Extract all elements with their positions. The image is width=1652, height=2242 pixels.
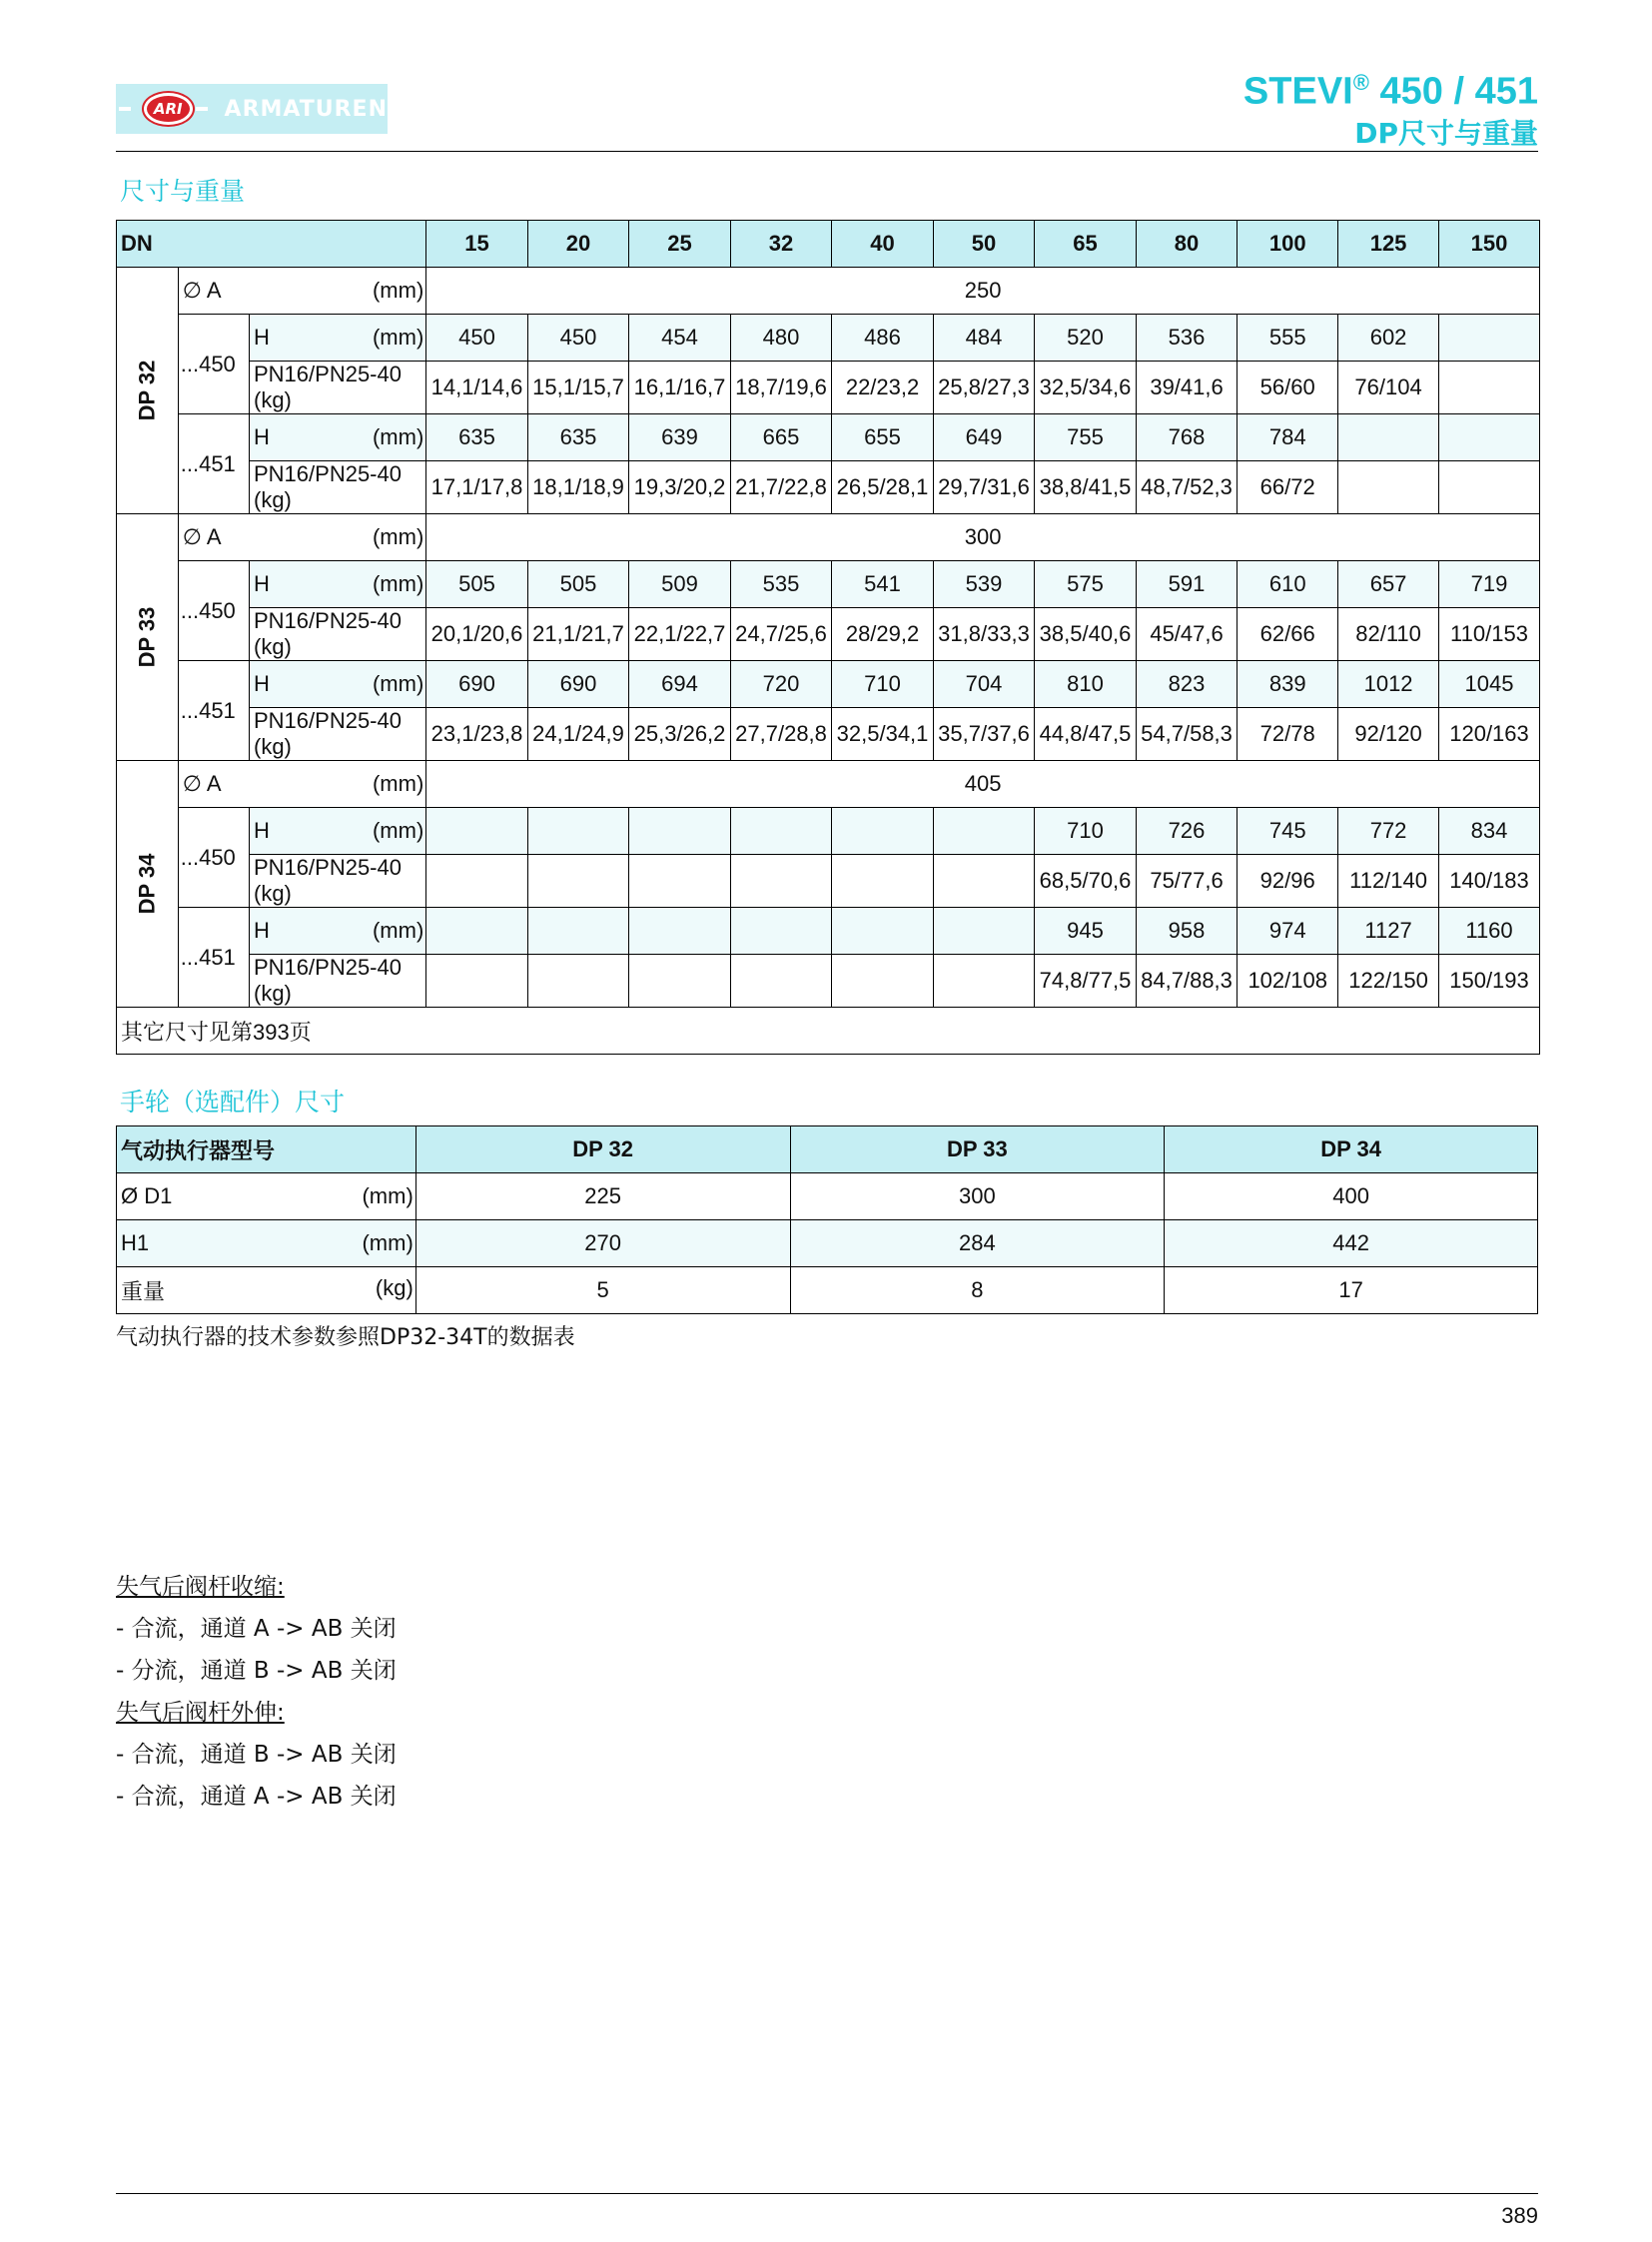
weight-value: 56/60 <box>1238 362 1338 414</box>
h-value: 541 <box>832 561 934 608</box>
h-value: 704 <box>933 661 1035 708</box>
dn-column-header: 50 <box>933 221 1035 268</box>
series-451-label: ...451 <box>178 414 249 514</box>
note-line: - 分流，通道 B -> AB 关闭 <box>116 1658 397 1684</box>
weight-value: 26,5/28,1 <box>832 461 934 514</box>
handwheel-value: 225 <box>415 1173 790 1220</box>
phi-a-value: 405 <box>426 761 1540 808</box>
ari-badge-icon: ARI <box>144 93 193 125</box>
phi-a-value: 250 <box>426 268 1540 315</box>
phi-a-text: ∅ A <box>182 278 222 303</box>
weight-value: 19,3/20,2 <box>629 461 731 514</box>
dn-column-header: 150 <box>1439 221 1540 268</box>
h-value: 726 <box>1136 808 1238 855</box>
h-value: 772 <box>1338 808 1439 855</box>
h-value: 839 <box>1238 661 1338 708</box>
weight-value: 92/96 <box>1238 855 1338 908</box>
phi-a-label <box>178 268 426 315</box>
weight-value: 15,1/15,7 <box>527 362 629 414</box>
model-header: DP 34 <box>1165 1126 1538 1173</box>
dn-column-header: 125 <box>1338 221 1439 268</box>
h-value: 536 <box>1136 315 1238 362</box>
h-value: 602 <box>1338 315 1439 362</box>
handwheel-row-label <box>117 1173 416 1220</box>
h-value: 591 <box>1136 561 1238 608</box>
weight-value: 27,7/28,8 <box>730 708 832 761</box>
unit-mm: (mm) <box>372 671 424 696</box>
weight-value: 120/163 <box>1439 708 1540 761</box>
weight-value: 22,1/22,7 <box>629 608 731 661</box>
weight-value <box>629 855 731 908</box>
h-text: H <box>254 571 270 596</box>
logo-dash <box>119 107 131 111</box>
weight-value: 29,7/31,6 <box>933 461 1035 514</box>
h-value: 575 <box>1035 561 1137 608</box>
handwheel-value: 400 <box>1165 1173 1538 1220</box>
weight-value <box>933 855 1035 908</box>
weight-value <box>629 955 731 1008</box>
actuator-group-label <box>117 268 179 514</box>
weight-value: 23,1/23,8 <box>426 708 528 761</box>
series-451-label: ...451 <box>178 908 249 1008</box>
weight-value: 68,5/70,6 <box>1035 855 1137 908</box>
note-line: - 合流，通道 A -> AB 关闭 <box>116 1784 397 1810</box>
handwheel-value: 5 <box>415 1267 790 1314</box>
weight-value <box>1439 362 1540 414</box>
footer-divider <box>116 2193 1538 2194</box>
h-value: 958 <box>1136 908 1238 955</box>
h-value: 555 <box>1238 315 1338 362</box>
phi-a-text: ∅ A <box>182 771 222 796</box>
weight-value: 17,1/17,8 <box>426 461 528 514</box>
weight-value: 25,3/26,2 <box>629 708 731 761</box>
dn-column-header: 80 <box>1136 221 1238 268</box>
weight-value: 35,7/37,6 <box>933 708 1035 761</box>
h-value: 974 <box>1238 908 1338 955</box>
weight-value: 140/183 <box>1439 855 1540 908</box>
actuator-group-label <box>117 514 179 761</box>
row-unit: (kg) <box>375 1274 413 1300</box>
h-value <box>832 908 934 955</box>
weight-value <box>426 855 528 908</box>
h-value: 768 <box>1136 414 1238 461</box>
weight-value: 28/29,2 <box>832 608 934 661</box>
h-value: 1127 <box>1338 908 1439 955</box>
handwheel-value: 270 <box>415 1220 790 1267</box>
h-value <box>1439 414 1540 461</box>
page-number: 389 <box>1501 2203 1538 2228</box>
weight-value: 54,7/58,3 <box>1136 708 1238 761</box>
unit-mm: (mm) <box>372 571 424 596</box>
weight-value: 16,1/16,7 <box>629 362 731 414</box>
h-value <box>1338 414 1439 461</box>
handwheel-row-label <box>117 1220 416 1267</box>
h-value: 810 <box>1035 661 1137 708</box>
handwheel-value: 8 <box>790 1267 1165 1314</box>
h-value: 509 <box>629 561 731 608</box>
pn-weight-label: PN16/PN25-40 (kg) <box>250 855 426 908</box>
weight-value: 22/23,2 <box>832 362 934 414</box>
weight-value: 21,1/21,7 <box>527 608 629 661</box>
h-value: 505 <box>527 561 629 608</box>
weight-value: 84,7/88,3 <box>1136 955 1238 1008</box>
h-value: 823 <box>1136 661 1238 708</box>
row-label-text: H1 <box>121 1230 150 1255</box>
h-value: 480 <box>730 315 832 362</box>
h-value <box>730 808 832 855</box>
h-label <box>250 414 426 461</box>
product-models: 450 / 451 <box>1368 70 1538 113</box>
h-label <box>250 808 426 855</box>
h-value: 690 <box>426 661 528 708</box>
weight-value: 24,7/25,6 <box>730 608 832 661</box>
ari-armaturen-logo <box>116 84 388 134</box>
product-name: STEVI <box>1242 70 1353 113</box>
h-value: 694 <box>629 661 731 708</box>
unit-mm: (mm) <box>372 818 424 843</box>
h-value <box>426 808 528 855</box>
h-value: 710 <box>832 661 934 708</box>
weight-value: 14,1/14,6 <box>426 362 528 414</box>
actuator-name: DP 34 <box>134 853 160 915</box>
handwheel-value: 284 <box>790 1220 1165 1267</box>
h-value: 454 <box>629 315 731 362</box>
weight-value: 76/104 <box>1338 362 1439 414</box>
h-value: 690 <box>527 661 629 708</box>
weight-value: 32,5/34,6 <box>1035 362 1137 414</box>
note-line: - 合流，通道 A -> AB 关闭 <box>116 1616 397 1642</box>
unit-mm: (mm) <box>372 771 424 796</box>
h-value <box>629 908 731 955</box>
section-title-handwheel: 手轮（选配件）尺寸 <box>120 1088 346 1117</box>
weight-value: 112/140 <box>1338 855 1439 908</box>
h-value: 784 <box>1238 414 1338 461</box>
actuator-name: DP 33 <box>134 606 160 668</box>
phi-a-label <box>178 514 426 561</box>
handwheel-row-label <box>117 1267 416 1314</box>
weight-value: 150/193 <box>1439 955 1540 1008</box>
weight-value <box>933 955 1035 1008</box>
phi-a-text: ∅ A <box>182 524 222 549</box>
h-value: 505 <box>426 561 528 608</box>
weight-value <box>730 855 832 908</box>
dn-column-header: 40 <box>832 221 934 268</box>
h-value: 719 <box>1439 561 1540 608</box>
h-value: 755 <box>1035 414 1137 461</box>
h-label <box>250 908 426 955</box>
series-450-label: ...450 <box>178 808 249 908</box>
h-value <box>426 908 528 955</box>
dimensions-weights-table <box>116 220 1540 1055</box>
row-label-text: Ø D1 <box>121 1183 173 1208</box>
h-value <box>933 908 1035 955</box>
dn-header: DN <box>117 221 426 268</box>
dn-column-header: 25 <box>629 221 731 268</box>
pn-weight-label: PN16/PN25-40 (kg) <box>250 955 426 1008</box>
unit-mm: (mm) <box>372 325 424 350</box>
actuator-name: DP 32 <box>134 360 160 421</box>
dn-column-header: 65 <box>1035 221 1137 268</box>
phi-a-label <box>178 761 426 808</box>
weight-value: 39/41,6 <box>1136 362 1238 414</box>
weight-value: 31,8/33,3 <box>933 608 1035 661</box>
pn-weight-label: PN16/PN25-40 (kg) <box>250 461 426 514</box>
h-value: 639 <box>629 414 731 461</box>
h-value: 1160 <box>1439 908 1540 955</box>
note-heading-extend: 失气后阀杆外伸: <box>116 1700 285 1726</box>
h-text: H <box>254 818 270 843</box>
weight-value: 45/47,6 <box>1136 608 1238 661</box>
series-451-label: ...451 <box>178 661 249 761</box>
series-450-label: ...450 <box>178 315 249 414</box>
weight-value: 20,1/20,6 <box>426 608 528 661</box>
actuator-group-label <box>117 761 179 1008</box>
h-value: 520 <box>1035 315 1137 362</box>
weight-value <box>832 855 934 908</box>
dn-column-header: 32 <box>730 221 832 268</box>
h-value <box>527 908 629 955</box>
h-value: 635 <box>426 414 528 461</box>
h-text: H <box>254 325 270 350</box>
product-title <box>1243 70 1538 114</box>
weight-value: 92/120 <box>1338 708 1439 761</box>
h-value: 1045 <box>1439 661 1540 708</box>
note-heading-retract: 失气后阀杆收缩: <box>116 1574 285 1600</box>
h-label <box>250 315 426 362</box>
h-value: 450 <box>527 315 629 362</box>
h-value: 486 <box>832 315 934 362</box>
unit-mm: (mm) <box>372 918 424 943</box>
weight-value: 32,5/34,1 <box>832 708 934 761</box>
registered-mark: ® <box>1352 70 1369 95</box>
weight-value: 62/66 <box>1238 608 1338 661</box>
h-value: 655 <box>832 414 934 461</box>
h-value: 610 <box>1238 561 1338 608</box>
weight-value <box>1338 461 1439 514</box>
weight-value: 18,1/18,9 <box>527 461 629 514</box>
phi-a-value: 300 <box>426 514 1540 561</box>
h-label <box>250 561 426 608</box>
unit-mm: (mm) <box>372 278 424 303</box>
unit-mm: (mm) <box>372 424 424 449</box>
weight-value <box>527 855 629 908</box>
weight-value: 122/150 <box>1338 955 1439 1008</box>
note-line: - 合流，通道 B -> AB 关闭 <box>116 1742 397 1768</box>
weight-value <box>527 955 629 1008</box>
h-value: 450 <box>426 315 528 362</box>
row-unit: (mm) <box>362 1183 413 1208</box>
model-header: DP 32 <box>415 1126 790 1173</box>
h-value: 1012 <box>1338 661 1439 708</box>
weight-value: 24,1/24,9 <box>527 708 629 761</box>
weight-value <box>1439 461 1540 514</box>
weight-value: 18,7/19,6 <box>730 362 832 414</box>
weight-value <box>426 955 528 1008</box>
weight-value: 66/72 <box>1238 461 1338 514</box>
weight-value: 102/108 <box>1238 955 1338 1008</box>
handwheel-note: 气动执行器的技术参数参照DP32-34T的数据表 <box>116 1325 575 1350</box>
other-dimensions-note: 其它尺寸见第393页 <box>117 1008 1540 1055</box>
h-value <box>1439 315 1540 362</box>
weight-value: 72/78 <box>1238 708 1338 761</box>
h-text: H <box>254 671 270 696</box>
h-text: H <box>254 424 270 449</box>
unit-mm: (mm) <box>372 524 424 549</box>
h-value: 657 <box>1338 561 1439 608</box>
pn-weight-label: PN16/PN25-40 (kg) <box>250 608 426 661</box>
h-value: 834 <box>1439 808 1540 855</box>
weight-value: 110/153 <box>1439 608 1540 661</box>
section-title-dimensions: 尺寸与重量 <box>120 177 246 206</box>
h-label <box>250 661 426 708</box>
weight-value: 38,5/40,6 <box>1035 608 1137 661</box>
h-value: 635 <box>527 414 629 461</box>
handwheel-table <box>116 1125 1538 1314</box>
header-divider <box>116 151 1538 152</box>
h-value: 945 <box>1035 908 1137 955</box>
h-value: 720 <box>730 661 832 708</box>
fail-position-notes <box>116 1566 397 1818</box>
dn-column-header: 20 <box>527 221 629 268</box>
h-value <box>527 808 629 855</box>
h-value <box>933 808 1035 855</box>
pn-weight-label: PN16/PN25-40 (kg) <box>250 362 426 414</box>
model-header: DP 33 <box>790 1126 1165 1173</box>
weight-value: 82/110 <box>1338 608 1439 661</box>
row-unit: (mm) <box>362 1230 413 1255</box>
h-value: 649 <box>933 414 1035 461</box>
handwheel-value: 300 <box>790 1173 1165 1220</box>
pn-weight-label: PN16/PN25-40 (kg) <box>250 708 426 761</box>
weight-value: 21,7/22,8 <box>730 461 832 514</box>
page-subtitle: DP尺寸与重量 <box>1354 117 1538 150</box>
row-label-text: 重量 <box>121 1278 166 1304</box>
series-450-label: ...450 <box>178 561 249 661</box>
actuator-type-header: 气动执行器型号 <box>117 1126 416 1173</box>
h-value: 484 <box>933 315 1035 362</box>
h-value <box>629 808 731 855</box>
h-value: 535 <box>730 561 832 608</box>
h-value: 710 <box>1035 808 1137 855</box>
weight-value <box>730 955 832 1008</box>
handwheel-value: 442 <box>1165 1220 1538 1267</box>
weight-value: 74,8/77,5 <box>1035 955 1137 1008</box>
h-text: H <box>254 918 270 943</box>
weight-value: 75/77,6 <box>1136 855 1238 908</box>
dn-column-header: 15 <box>426 221 528 268</box>
logo-dash <box>196 107 208 111</box>
weight-value: 38,8/41,5 <box>1035 461 1137 514</box>
weight-value: 44,8/47,5 <box>1035 708 1137 761</box>
handwheel-value: 17 <box>1165 1267 1538 1314</box>
logo-wordmark: ARMATUREN <box>224 96 388 122</box>
h-value <box>832 808 934 855</box>
dn-column-header: 100 <box>1238 221 1338 268</box>
h-value: 539 <box>933 561 1035 608</box>
weight-value: 25,8/27,3 <box>933 362 1035 414</box>
h-value: 665 <box>730 414 832 461</box>
weight-value <box>832 955 934 1008</box>
weight-value: 48,7/52,3 <box>1136 461 1238 514</box>
h-value: 745 <box>1238 808 1338 855</box>
h-value <box>730 908 832 955</box>
